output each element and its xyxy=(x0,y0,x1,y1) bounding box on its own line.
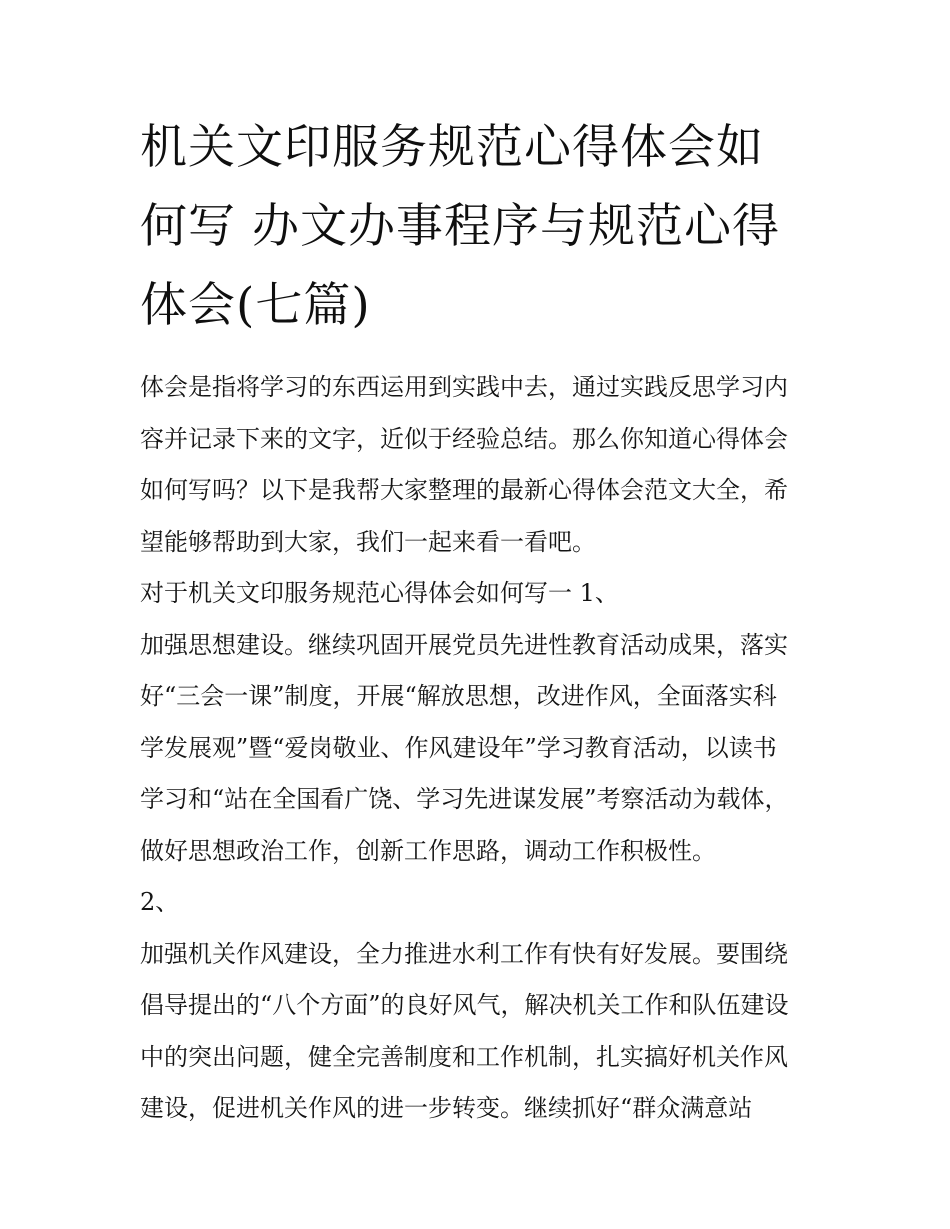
section-heading-line: 对于机关文印服务规范心得体会如何写一 1、 xyxy=(140,579,619,607)
body-line: 倡导提出的“八个方面”的良好风气，解决机关工作和队伍建设 xyxy=(140,991,789,1019)
body-line: 体会是指将学习的东西运用到实践中去，通过实践反思学习内 xyxy=(140,373,788,401)
body-line: 做好思想政治工作，创新工作思路，调动工作积极性。 xyxy=(140,836,716,865)
title-line: 体会(七篇) xyxy=(140,278,371,333)
body-line: 学习和“站在全国看广饶、学习先进谋发展”考察活动为载体， xyxy=(140,785,789,813)
document-content xyxy=(140,108,812,1135)
body-line: 如何写吗？以下是我帮大家整理的最新心得体会范文大全，希 xyxy=(140,476,788,504)
title-line: 机关文印服务规范心得体会如 xyxy=(140,120,764,175)
document-title xyxy=(140,108,812,345)
document-body xyxy=(140,362,812,1135)
body-line: 加强思想建设。继续巩固开展党员先进性教育活动成果，落实 xyxy=(140,630,788,659)
item-number-line: 2、 xyxy=(140,888,180,916)
body-line: 好“三会一课”制度，开展“解放思想，改进作风，全面落实科 xyxy=(140,682,777,710)
body-line: 加强机关作风建设，全力推进水利工作有快有好发展。要围绕 xyxy=(140,939,788,968)
body-line: 建设，促进机关作风的进一步转变。继续抓好“群众满意站 xyxy=(140,1094,753,1122)
body-line: 学发展观”暨“爱岗敬业、作风建设年”学习教育活动，以读书 xyxy=(140,733,777,762)
body-line: 中的突出问题，健全完善制度和工作机制，扎实搞好机关作风 xyxy=(140,1042,788,1071)
body-line: 望能够帮助到大家，我们一起来看一看吧。 xyxy=(140,527,596,556)
title-line: 何写 办文办事程序与规范心得 xyxy=(140,199,780,254)
body-line: 容并记录下来的文字，近似于经验总结。那么你知道心得体会 xyxy=(140,424,788,453)
